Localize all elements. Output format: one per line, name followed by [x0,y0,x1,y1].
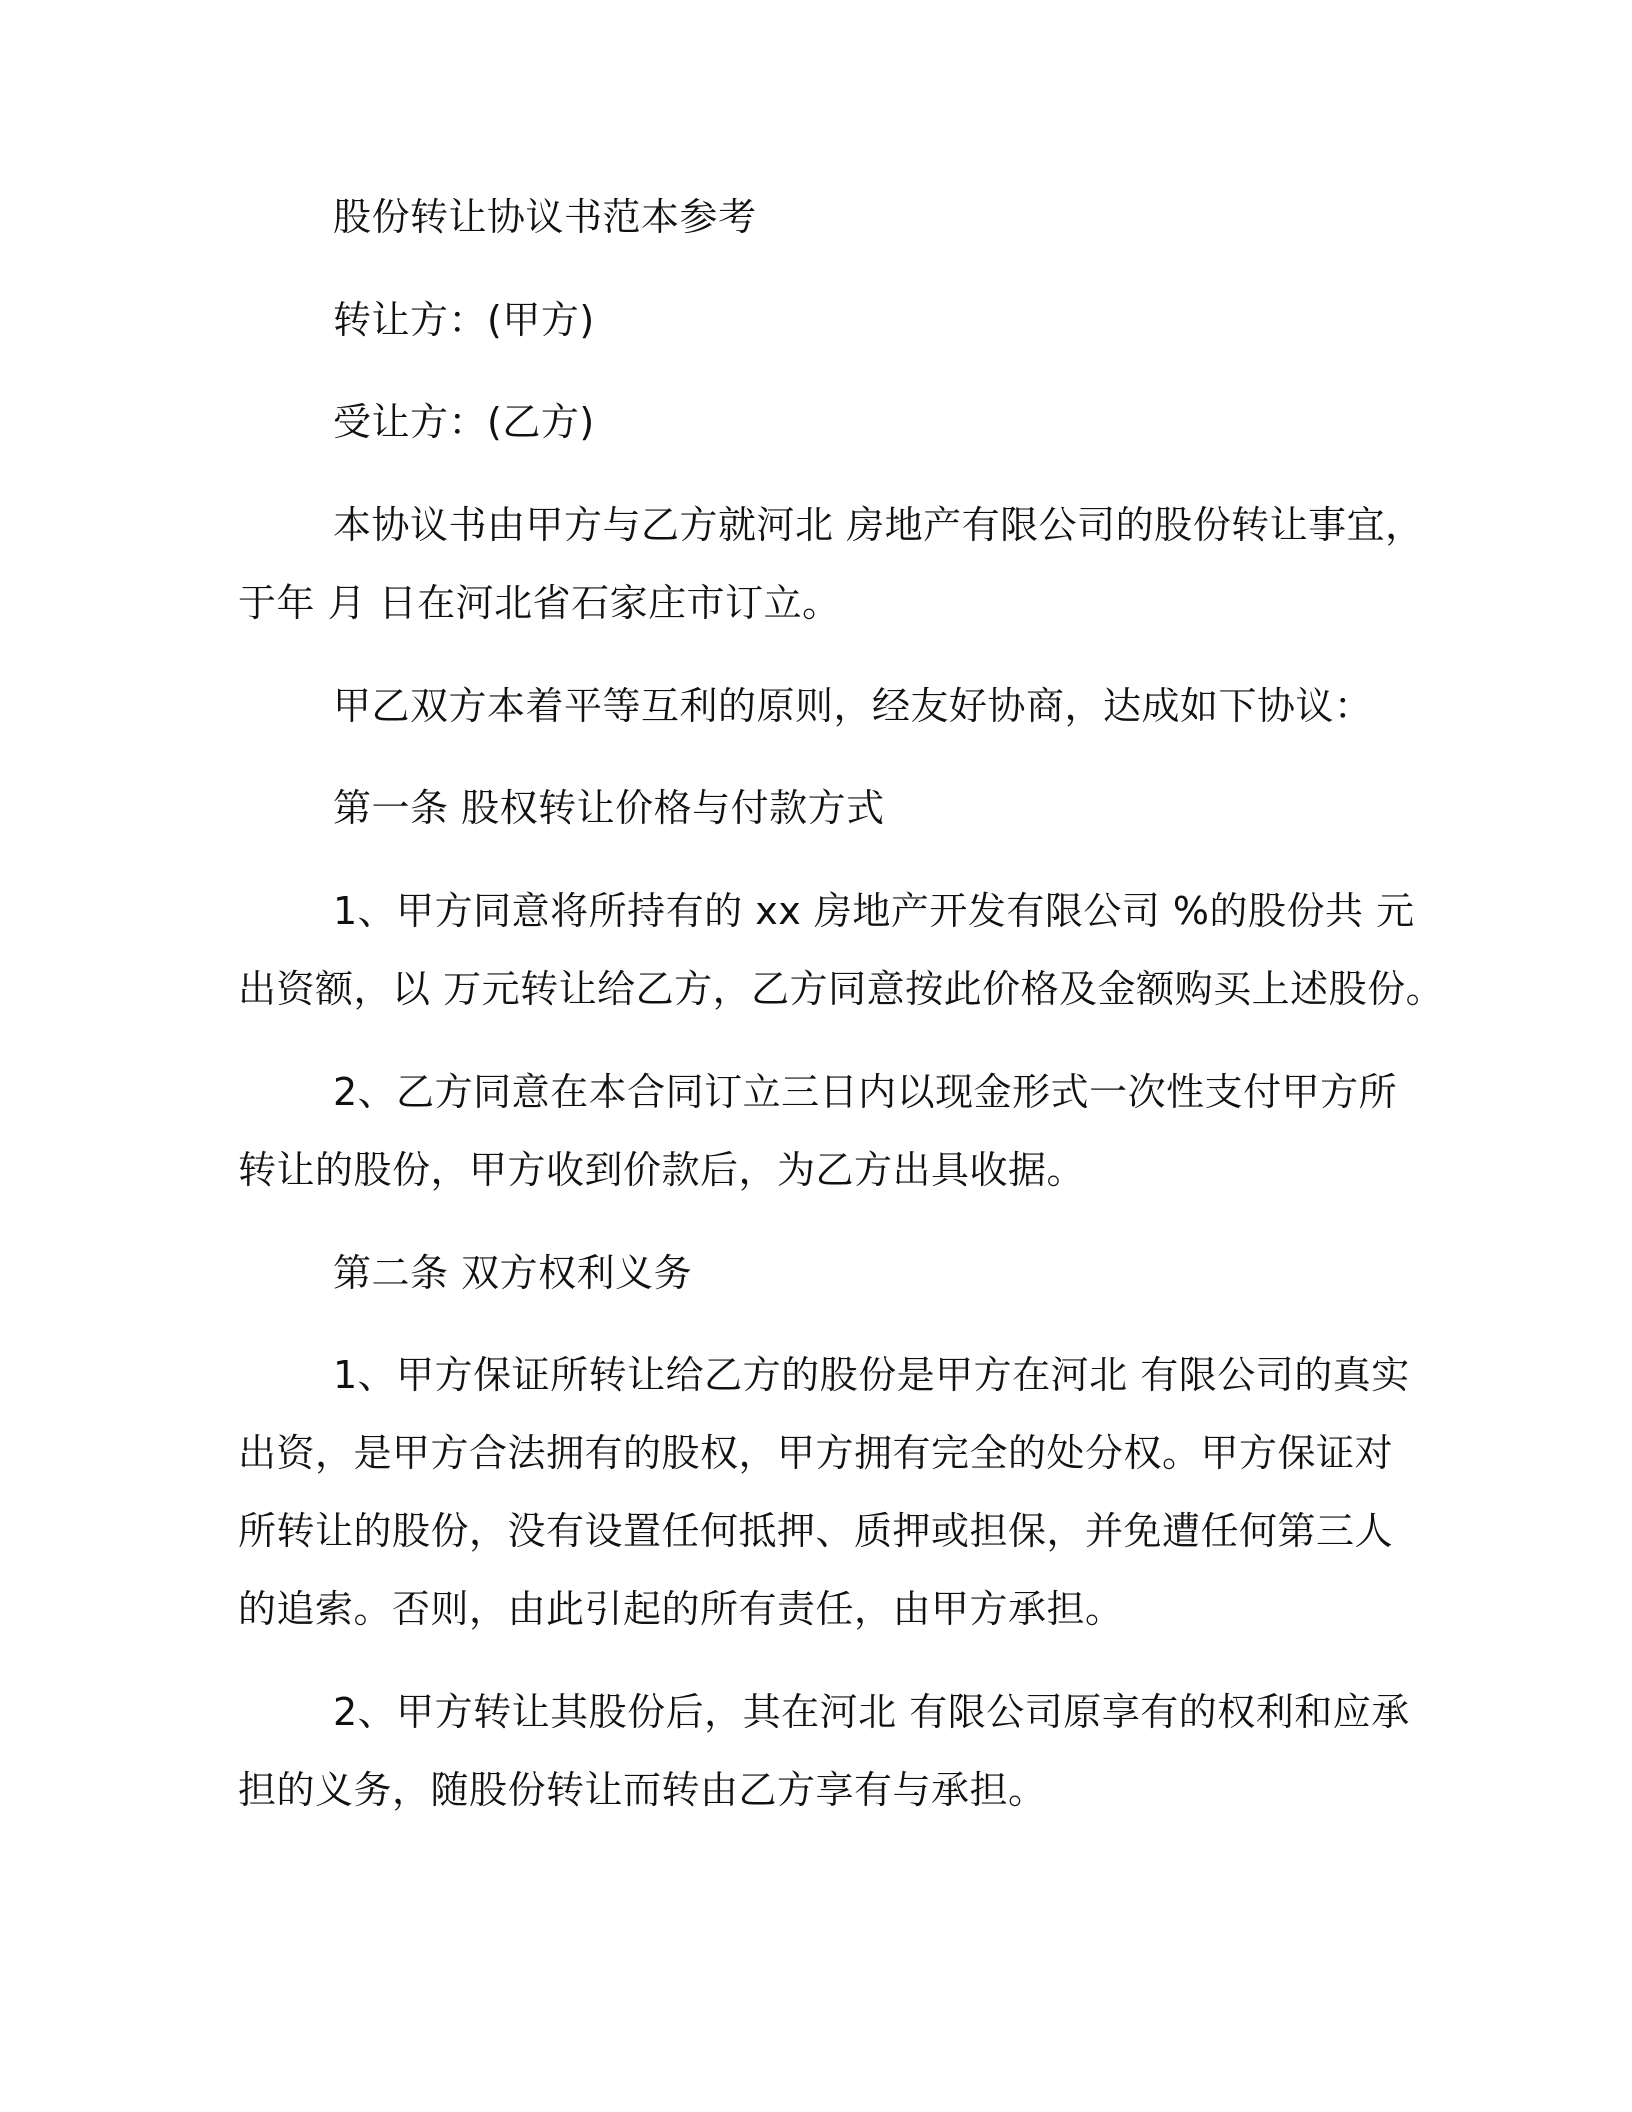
article-2-item-1-line: 所转让的股份，没有设置任何抵押、质押或担保，并免遭任何第三人 [238,1509,1394,1553]
article-2-item-1-line: 出资，是甲方合法拥有的股权，甲方拥有完全的处分权。甲方保证对 [238,1431,1394,1475]
article-2-item-1-line: 的追索。否则，由此引起的所有责任，由甲方承担。 [238,1587,1124,1631]
article-1-item-1-line: 出资额，以 万元转让给乙方，乙方同意按此价格及金额购买上述股份。 [238,967,1445,1011]
intro-paragraph-line: 于年 月 日在河北省石家庄市订立。 [238,581,841,625]
article-2-heading: 第二条 双方权利义务 [333,1251,693,1295]
article-2-item-1-line: 1、甲方保证所转让给乙方的股份是甲方在河北 有限公司的真实 [333,1353,1410,1397]
transferee-line: 受让方：(乙方) [333,400,595,444]
article-1-item-2-line: 转让的股份，甲方收到价款后，为乙方出具收据。 [238,1148,1086,1192]
intro-paragraph-line: 本协议书由甲方与乙方就河北 房地产有限公司的股份转让事宜， [333,503,1424,547]
article-2-item-2-line: 2、甲方转让其股份后，其在河北 有限公司原享有的权利和应承 [333,1690,1410,1734]
article-1-item-1-line: 1、甲方同意将所持有的 xx 房地产开发有限公司 %的股份共 元 [333,889,1415,933]
article-2-item-2-line: 担的义务，随股份转让而转由乙方享有与承担。 [238,1768,1047,1812]
document-title: 股份转让协议书范本参考 [333,195,757,239]
article-1-item-2-line: 2、乙方同意在本合同订立三日内以现金形式一次性支付甲方所 [333,1070,1398,1114]
preamble-paragraph: 甲乙双方本着平等互利的原则，经友好协商，达成如下协议： [333,684,1373,728]
article-1-heading: 第一条 股权转让价格与付款方式 [333,786,885,830]
transferor-line: 转让方：(甲方) [333,298,595,342]
